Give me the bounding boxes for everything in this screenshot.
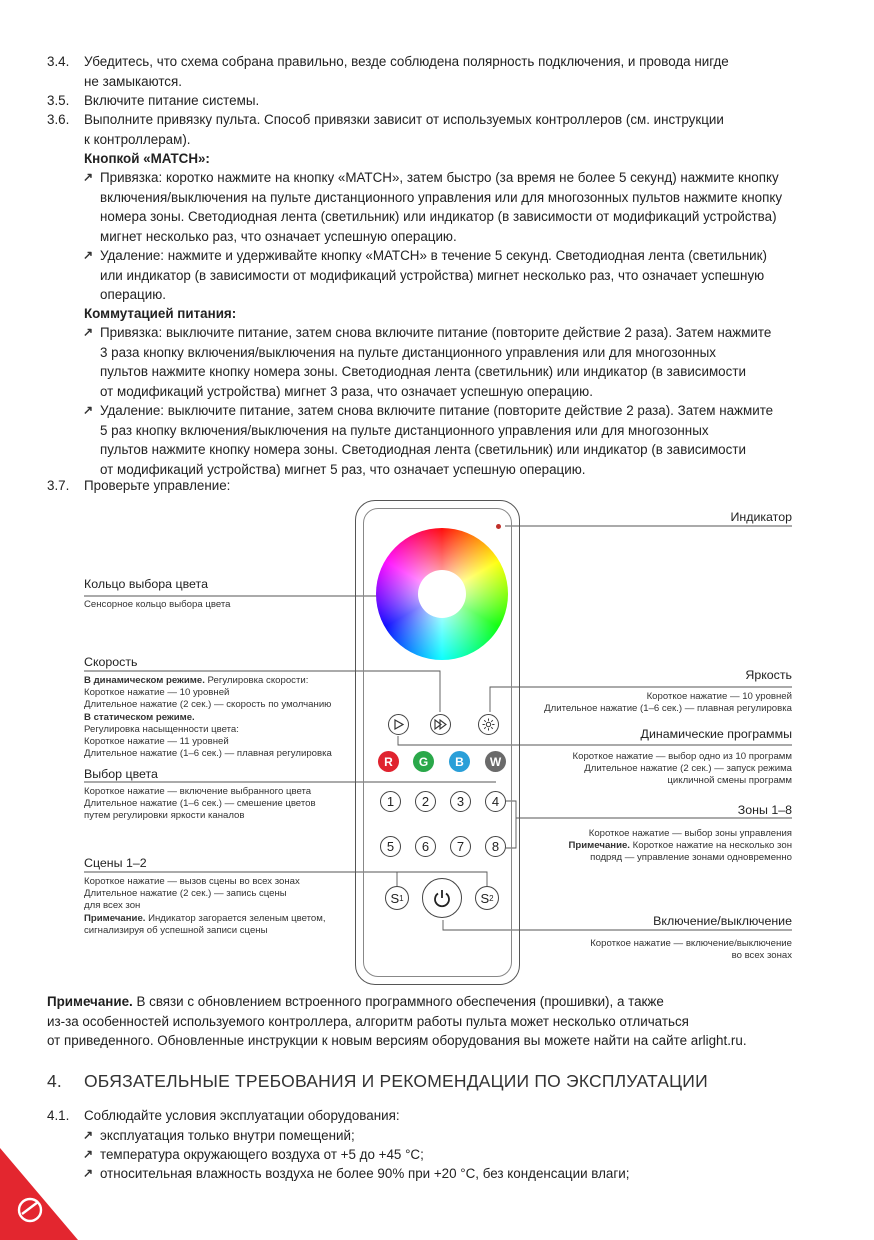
power-icon xyxy=(432,888,452,908)
zone-3-button[interactable]: 3 xyxy=(450,791,471,812)
list-item: ↗ температура окружающего воздуха от +5 до +45 °C; xyxy=(100,1145,840,1165)
arrow-icon: ↗ xyxy=(83,325,94,339)
zone-2-button[interactable]: 2 xyxy=(415,791,436,812)
onoff-title: Включение/выключение xyxy=(653,914,792,928)
brightness-desc: Короткое нажатие — 10 уровней Длительное нажатие (1–6 сек.) — плавная регулировка xyxy=(544,691,792,715)
arrow-icon: ↗ xyxy=(83,248,94,262)
ring-center xyxy=(418,570,466,618)
text-line: В связи с обновлением встроенного программного обеспечения (прошивки), а также xyxy=(132,994,664,1009)
dynamic-desc: Короткое нажатие — выбор одно из 10 программ Длительное нажатие (2 сек.) — запуск режима цикличной смены программ xyxy=(572,751,792,787)
text-line: Выполните привязку пульта. Способ привязки зависит от используемых контроллеров (см. инструкции xyxy=(84,112,724,127)
dynamic-title: Динамические программы xyxy=(640,727,792,741)
color-w-button[interactable]: W xyxy=(485,751,506,772)
brand-corner xyxy=(0,1148,80,1240)
fast-forward-icon xyxy=(434,719,447,730)
text-line: 3 раза кнопку включения/выключения на пульте дистанционного управления или для многозонных xyxy=(100,344,716,360)
zone-6-button[interactable]: 6 xyxy=(415,836,436,857)
text-line: мигнет несколько раз, что означает успешную операцию. xyxy=(100,228,457,244)
speed-button[interactable] xyxy=(430,714,451,735)
step-number: 3.7. xyxy=(47,478,70,493)
arrow-icon: ↗ xyxy=(83,1166,94,1180)
scene-2-sub: 2 xyxy=(489,893,494,903)
color-g-button[interactable]: G xyxy=(413,751,434,772)
zones-desc: Короткое нажатие — выбор зоны управления Примечание. Короткое нажатие на несколько зон подряд — управление зонами одновременно xyxy=(568,828,792,864)
text-line: от приведенного. Обновленные инструкции к новым версиям оборудования вы можете найти на сайте arlight.ru. xyxy=(47,1033,747,1049)
zone-1-button[interactable]: 1 xyxy=(380,791,401,812)
speed-desc: В динамическом режиме. Регулировка скорости: Короткое нажатие — 10 уровней Длительное нажатие (2 сек.) — скорость по умолчанию В статическом режиме. Регулировка насыщенности цвета: Короткое нажатие — 11 уровней Длительное нажатие (1–6 сек.) — плавная регулировка xyxy=(84,675,332,760)
match-heading: Кнопкой «MATCH»: xyxy=(84,151,210,166)
section-title: ОБЯЗАТЕЛЬНЫЕ ТРЕБОВАНИЯ И РЕКОМЕНДАЦИИ ПО ЭКСПЛУАТАЦИИ xyxy=(84,1071,708,1091)
scene-1-sub: 1 xyxy=(399,893,404,903)
text-line: операцию. xyxy=(100,287,166,303)
color-select-desc: Короткое нажатие — включение выбранного цвета Длительное нажатие (1–6 сек.) — смешение цветов путем регулировки яркости каналов xyxy=(84,786,316,822)
play-button[interactable] xyxy=(388,714,409,735)
note-paragraph xyxy=(47,992,837,1051)
text-line: 5 раз кнопку включения/выключения на пульте дистанционного управления или для многозонных xyxy=(100,422,709,438)
zone-5-button[interactable]: 5 xyxy=(380,836,401,857)
text-line: от модификаций устройства) мигнет 3 раза, что означает успешную операцию. xyxy=(100,383,593,399)
indicator-led xyxy=(496,524,501,529)
play-icon xyxy=(393,719,404,730)
text-line: номера зоны. Светодиодная лента (светильник) или индикатор (в зависимости от модификаций устройства) xyxy=(100,209,777,225)
speed-title: Скорость xyxy=(84,655,138,669)
indicator-label: Индикатор xyxy=(730,510,792,524)
step-number: 3.6. xyxy=(47,112,70,127)
text-line: пультов нажмите кнопку номера зоны. Светодиодная лента (светильник) или индикатор (в зависимости xyxy=(100,442,746,458)
arrow-icon: ↗ xyxy=(83,1128,94,1142)
text-line: или индикатор (в зависимости от модификаций устройства) мигнет несколько раз, что означает успешную xyxy=(100,267,765,283)
ring-desc: Сенсорное кольцо выбора цвета xyxy=(84,599,231,610)
scenes-desc: Короткое нажатие — вызов сцены во всех зонах Длительное нажатие (2 сек.) — запись сцены для всех зон Примечание. Индикатор загорается зеленым цветом, сигнализируя об успешной записи сцены xyxy=(84,876,326,936)
scene-1-label: S xyxy=(390,890,400,906)
text-line: Проверьте управление: xyxy=(84,478,231,493)
text-line: Соблюдайте условия эксплуатации оборудования: xyxy=(84,1108,400,1123)
note-bold: Примечание. xyxy=(47,994,133,1009)
arrow-icon: ↗ xyxy=(83,170,94,184)
scene-2-button[interactable] xyxy=(475,886,499,910)
power-heading: Коммутацией питания: xyxy=(84,306,237,321)
onoff-desc: Короткое нажатие — включение/выключение во всех зонах xyxy=(590,938,792,962)
power-button[interactable] xyxy=(422,878,462,918)
color-ring[interactable] xyxy=(376,528,508,660)
arrow-icon: ↗ xyxy=(83,1147,94,1161)
text-line: не замыкаются. xyxy=(84,73,182,89)
color-b-button[interactable]: B xyxy=(449,751,470,772)
text-line: из-за особенностей используемого контроллера, алгоритм работы пульта может несколько отличаться xyxy=(47,1013,689,1029)
brightness-title: Яркость xyxy=(745,668,792,682)
section-number: 4. xyxy=(47,1071,62,1091)
list-item: ↗ относительная влажность воздуха не более 90% при +20 °C, без конденсации влаги; xyxy=(100,1164,840,1184)
text-line: к контроллерам). xyxy=(84,131,191,147)
text-line: Привязка: коротко нажмите на кнопку «MATCH», затем быстро (за время не более 5 секунд) нажмите кнопку xyxy=(100,170,779,185)
step-number: 3.5. xyxy=(47,93,70,108)
text-line: Привязка: выключите питание, затем снова включите питание (повторите действие 2 раза). Затем нажмите xyxy=(100,325,772,340)
brightness-button[interactable] xyxy=(478,714,499,735)
text-line: Удаление: выключите питание, затем снова включите питание (повторите действие 2 раза). Затем нажмите xyxy=(100,403,774,418)
list-item: ↗ эксплуатация только внутри помещений; xyxy=(100,1126,840,1146)
text-line: Включите питание системы. xyxy=(84,93,260,108)
zones-title: Зоны 1–8 xyxy=(737,803,792,817)
sun-icon xyxy=(482,718,495,731)
text-line: включения/выключения на пульте дистанционного управления или для многозонных пультов нажмите кнопку xyxy=(100,189,783,205)
ring-title: Кольцо выбора цвета xyxy=(84,577,208,591)
scene-1-button[interactable] xyxy=(385,886,409,910)
text-line: Удаление: нажмите и удерживайте кнопку «MATCH» в течение 5 секунд. Светодиодная лента (светильник) xyxy=(100,248,767,263)
scene-2-label: S xyxy=(480,890,490,906)
step-number: 4.1. xyxy=(47,1108,70,1123)
text-line: Убедитесь, что схема собрана правильно, везде соблюдена полярность подключения, и провода нигде xyxy=(84,54,729,69)
zone-7-button[interactable]: 7 xyxy=(450,836,471,857)
text-line: пультов нажмите кнопку номера зоны. Светодиодная лента (светильник) или индикатор (в зависимости xyxy=(100,364,746,380)
text-line: от модификаций устройства) мигнет 5 раз, что означает успешную операцию. xyxy=(100,461,586,477)
arrow-icon: ↗ xyxy=(83,403,94,417)
step-number: 3.4. xyxy=(47,54,70,69)
scenes-title: Сцены 1–2 xyxy=(84,856,147,870)
color-r-button[interactable]: R xyxy=(378,751,399,772)
zone-4-button[interactable]: 4 xyxy=(485,791,506,812)
zone-8-button[interactable]: 8 xyxy=(485,836,506,857)
color-select-title: Выбор цвета xyxy=(84,767,158,781)
